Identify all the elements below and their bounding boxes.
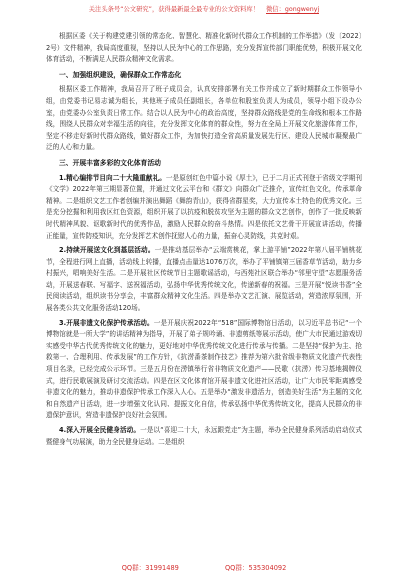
paragraph-text: 根据区委工作精神，我局召开了班子成员会，认真安排部署有关工作并成立了新时期群众工作领导小组，由党委书记易志诚为组长，其他班子成员任副组长，各单位和股室负责人为成员，领导小组下设办公室，由党委办公室负责日常工作。结合以人民为中心的政治高度，坚持群众路线是党的生命线和根本工作路线，围绕人民群众对幸福生活的向往，充分发挥文化体育的群众性，努力在全局上开展文化旅游体育工作，坚定不移走好新时代群众路线，做好群众工作，为加快打造全省高质量发展先行区、建设人民城市凝聚最广泛的人心和力量。 bbox=[46, 85, 362, 152]
paragraph-text: 一是以“喜迎二十大，永远跟党走”为主题，举办全民健身系列活动启动仪式暨健身气功展演，助力全民健身运动。二是组织 bbox=[46, 426, 362, 446]
paragraph-text: 一是原创红色中篇小说《厚土》，已于二月正式刊登于省级文学期刊《文学》2022年第三期显著位置，并通过文化云平台和《群文》向群众广泛推介，宣传红色文化，传承革命精神。二是组织文艺工作者创编并演出舞蹈《舞韵青山》，获得省群星奖，大力宣传本土特色的优秀文化。三是充分挖掘和利用我区红色资源，组织开展了以抗疫和脱贫攻坚为主题的群众文艺创作，创作了一批反映新时代精神风貌、讴歌新时代的优秀作品，激励人民群众的奋斗热情。四是依托文艺骨干开展宣讲活动，传播正能量，宣传防疫知识，充分发挥艺术创作抚慰人心的力量，振奋心灵防线，共克时艰。 bbox=[46, 173, 362, 240]
section-heading: 三、开展丰富多彩的文化体育活动 bbox=[59, 158, 161, 167]
paragraph-text: 一是推动基层举办“云端赏桃花，掌上游平铺”2022年第八届平铺桃花节，全程进行网上直播，活动线上转播，直播点击量达1076万次，举办了平铺镇第三届香草节活动，助力乡村振兴，唱响美好生活。二是开展社区传统节日主题歌谣活动，与西苑社区联合举办“邻里守望”志愿服务活动，开展送春联、写福字、送祝福活动，弘扬中华优秀传统文化，传递新春的祝福。三是开展“悦读书香”全民阅读活动，组织读书分享会，丰富群众精神文化生活。四是举办文艺汇演、展览活动，营造浓厚氛围，开展各类公共文化服务活动120场。 bbox=[46, 246, 362, 313]
body-paragraph bbox=[46, 318, 362, 422]
paragraph-lead-heading: 3.开展非遗文化保护传承活动。 bbox=[59, 318, 154, 327]
paragraph-text: 根据区委《关于构建党建引领的常态化、智慧化、精准化新时代群众工作机制的工作举措》（发〔2022〕2号）文件精神，我局高度重视，坚持以人民为中心的工作思路，充分发挥宣传部门职能优势，积极开展文化体育活动，不断满足人民群众精神文化需求。 bbox=[46, 32, 362, 64]
body-paragraph bbox=[46, 425, 362, 448]
banner-wechat-text: 微信：gongwenyj bbox=[266, 6, 320, 13]
body-paragraph bbox=[46, 31, 362, 66]
footer-qq-group-1: QQ群：31991489 bbox=[121, 564, 179, 572]
body-paragraph bbox=[46, 245, 362, 315]
paragraph-text: 一是开展庆祝2022年“518”国际博物馆日活动，以习近平总书记“一个博物馆就是一所大学”的讲话精神为指导，开展了弟子规吟诵、非遗剪纸等展示活动，使广大市民通过游戏切实感受中华古代优秀传统文化的魅力，更好地对中华优秀传统文化进行传承与传播。二是坚持“保护为主、抢救第一、合理利用、传承发展”的工作方针，《抗涝番茶制作技艺》推荐为第六批省级非物质文化遗产代表性项目名录，已经完成公示环节。三是五月份在涝镇举行省非物质文化遗产——民歌（抗涝）传习基地揭牌仪式，进行民歌展演及研讨交流活动。四是在区文化体育馆开展非遗文化进社区活动，让广大市民零距离感受非遗文化的魅力，推动非遗保护传承工作深入人心。五是举办“激发非遗活力，创造美好生活”为主题的文化和自然遗产日活动，进一步增强文化认同、提振文化自信，传承弘扬中华优秀传统文化，提高人民群众的非遗保护意识，营造非遗保护良好社会氛围。 bbox=[46, 318, 362, 420]
top-banner bbox=[0, 4, 408, 14]
paragraph-lead-heading: 2.持续开展送文化到基层活动。 bbox=[59, 246, 155, 255]
section-heading: 一、加强组织建设，确保群众工作常态化 bbox=[59, 70, 182, 79]
document-body bbox=[46, 31, 362, 552]
footer-qq-group-2: QQ群：535304092 bbox=[224, 564, 287, 572]
paragraph-lead-heading: 4.深入开展全民健身活动。 bbox=[59, 426, 141, 434]
body-paragraph bbox=[46, 173, 362, 243]
paragraph-lead-heading: 1.精心编排节目向二十大隆重献礼。 bbox=[59, 173, 166, 182]
banner-promo-text: 关注头条号“公文研究”，获得最新最全最专业的公文资料库！ bbox=[88, 6, 259, 13]
body-paragraph bbox=[46, 84, 362, 154]
footer bbox=[0, 562, 408, 572]
